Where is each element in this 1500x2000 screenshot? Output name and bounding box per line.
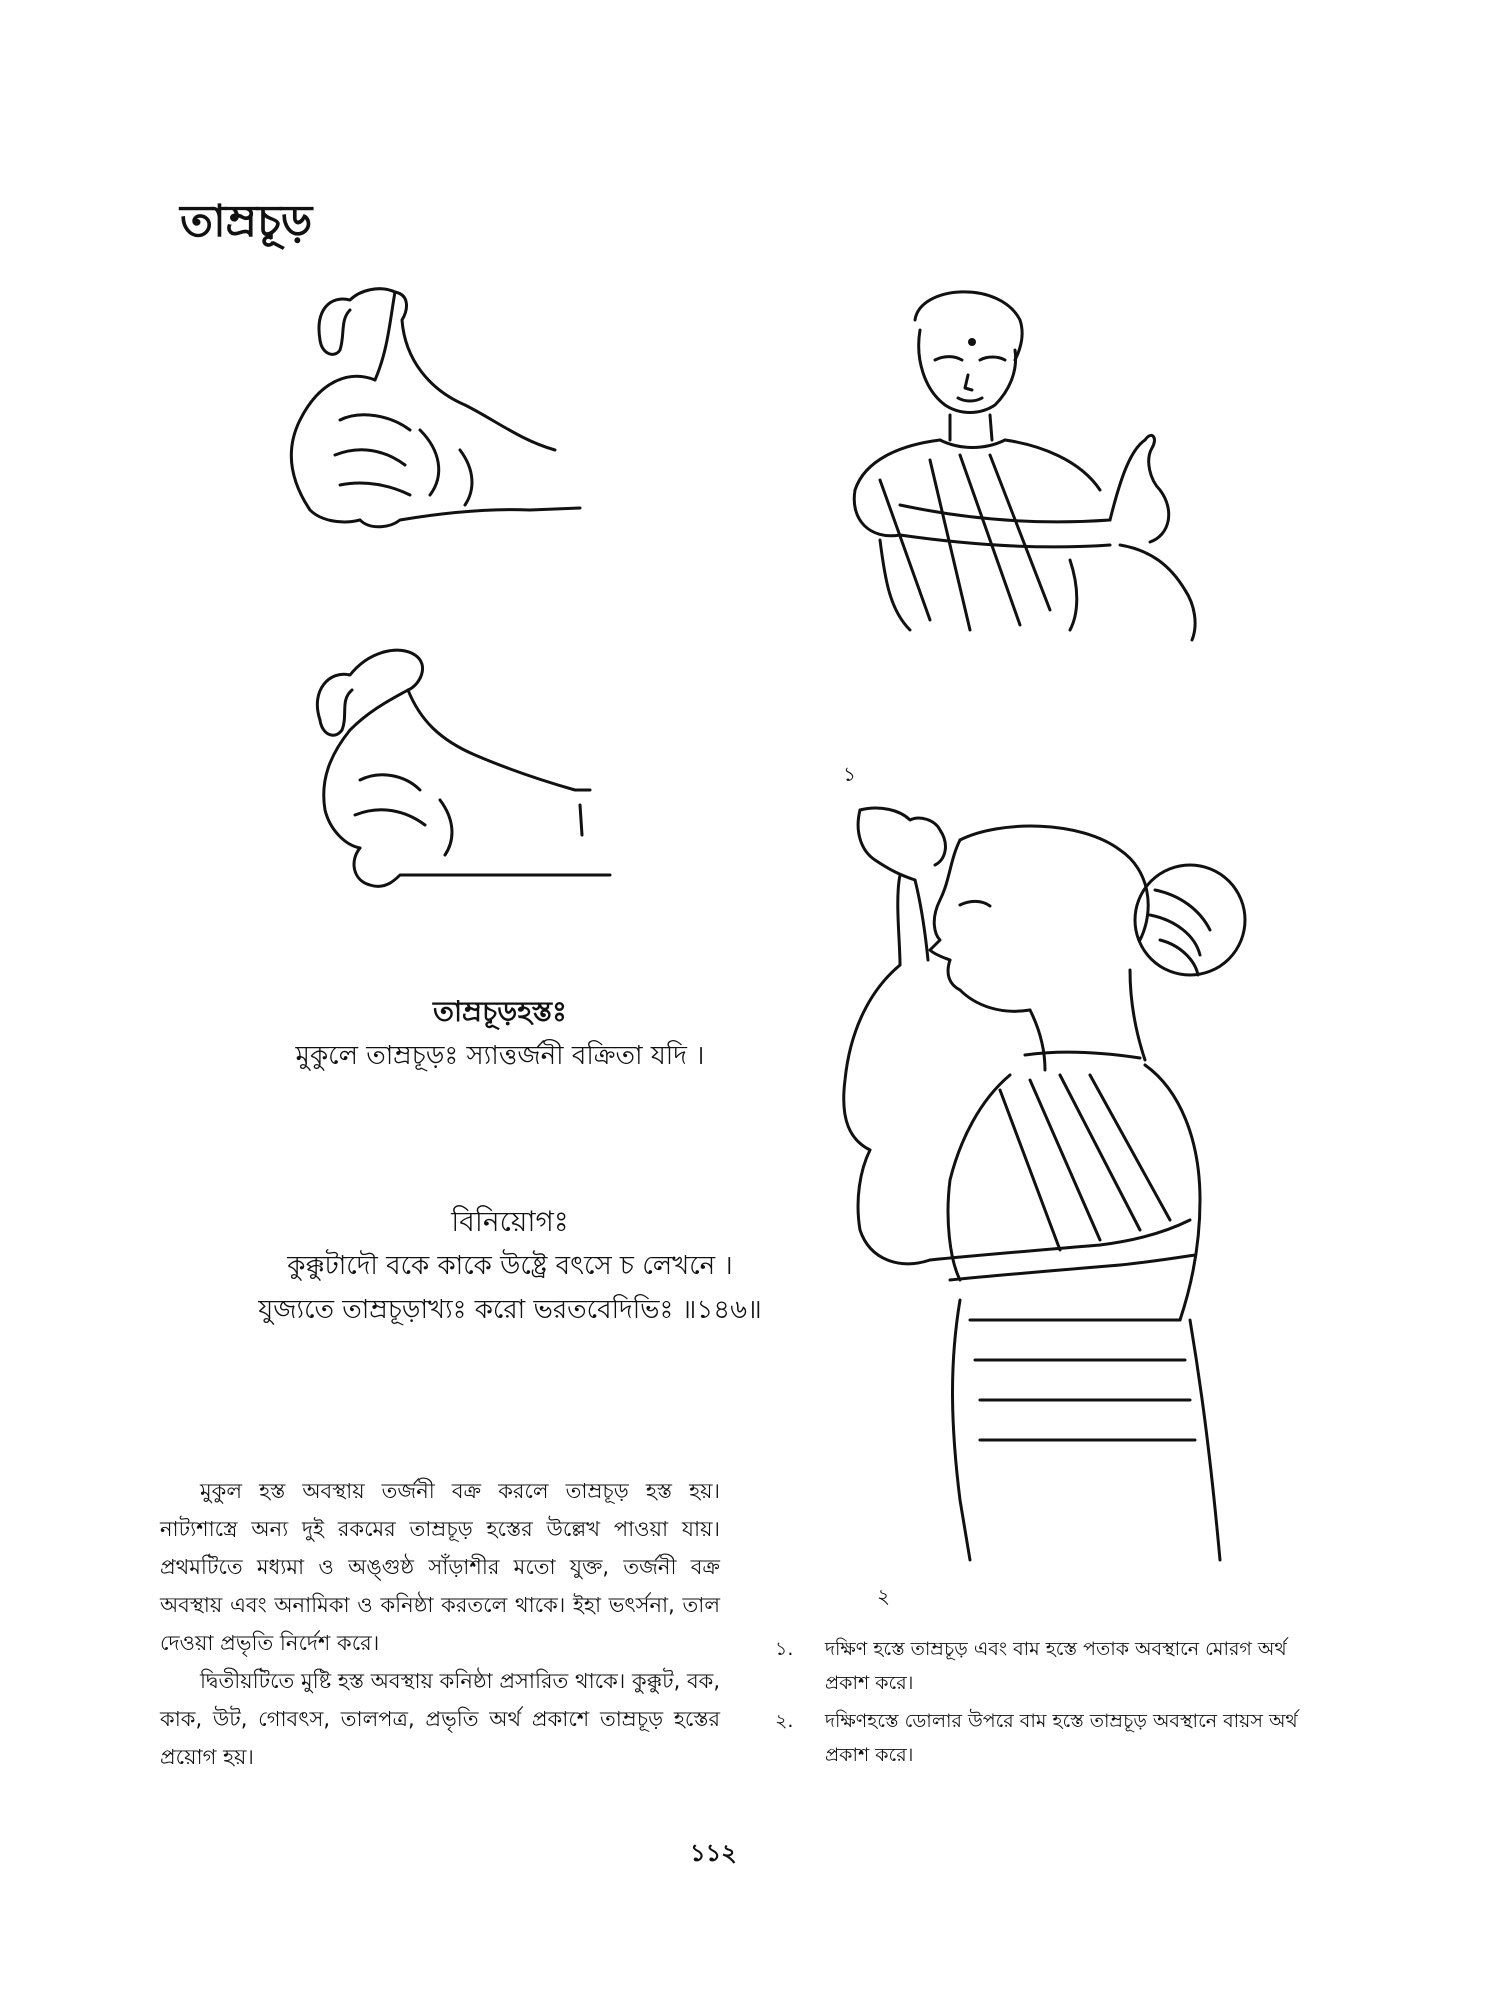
viniyoga-line-1: কুক্কুটাদৌ বকে কাকে উষ্ট্রে বৎসে চ লেখনে । [287,1251,733,1281]
page-number: ১১২ [690,1839,737,1867]
caption-2-number: ২. [775,1710,794,1732]
hand-illustration-bottom [290,630,620,930]
figure-captions [775,1632,1335,1776]
caption-1 [775,1632,1335,1700]
caption-2-text: দক্ষিণহস্তে ডোলার উপরে বাম হস্তে তাম্রচূড় অবস্থানে বায়স অর্থ প্রকাশ করে। [825,1710,1298,1766]
viniyoga-heading: বিনিয়োগঃ [451,1205,569,1238]
caption-1-number: ১. [775,1638,794,1660]
dancer-figure-1 [820,280,1290,780]
description-paragraph-1: মুকুল হস্ত অবস্থায় তর্জনী বক্র করলে তাম্রচূড় হস্ত হয়। নাট্যশাস্ত্রে অন্য দুই রকমের তাম্রচূড় হস্তের উল্লেখ পাওয়া যায়। প্রথমটিতে মধ্যমা ও অঙ্গুষ্ঠ সাঁড়াশীর মতো যুক্ত, তর্জনী বক্র অবস্থায় এবং অনামিকা ও কনিষ্ঠা করতলে থাকে। ইহা ভৎর্সনা, তাল দেওয়া প্রভৃতি নির্দেশ করে। [160,1479,720,1655]
hand-illustration-top [280,280,590,580]
shloka-line: মুকুলে তাম্রচূড়ঃ স্যাত্তর্জনী বক্রিতা যদি । [295,1041,705,1071]
figure-1-number: ১ [843,762,856,786]
caption-1-text: দক্ষিণ হস্তে তাম্রচূড় এবং বাম হস্তে পতাক অবস্থানে মোরগ অর্থ প্রকাশ করে। [825,1638,1287,1694]
caption-2 [775,1704,1335,1772]
shloka-block [180,990,820,1078]
viniyoga-block [170,1200,850,1332]
page-title: তাম্রচূড় [180,196,313,247]
dancer-figure-2 [800,800,1300,1620]
description-paragraph-2: দ্বিতীয়টিতে মুষ্টি হস্ত অবস্থায় কনিষ্ঠা প্রসারিত থাকে। কুক্কুট, বক, কাক, উট, গোবৎস, তালপত্র, প্রভৃতি অর্থ প্রকাশে তাম্রচূড় হস্তের প্রয়োগ হয়। [160,1669,720,1769]
shloka-heading: তাম্রচূড়হস্তঃ [433,995,567,1028]
viniyoga-line-2: যুজ্যতে তাম্রচূড়াখ্যঃ করো ভরতবেদিভিঃ ॥১৪৬॥ [258,1295,762,1325]
description-text [160,1472,720,1776]
figure-2-number: ২ [877,1584,891,1608]
